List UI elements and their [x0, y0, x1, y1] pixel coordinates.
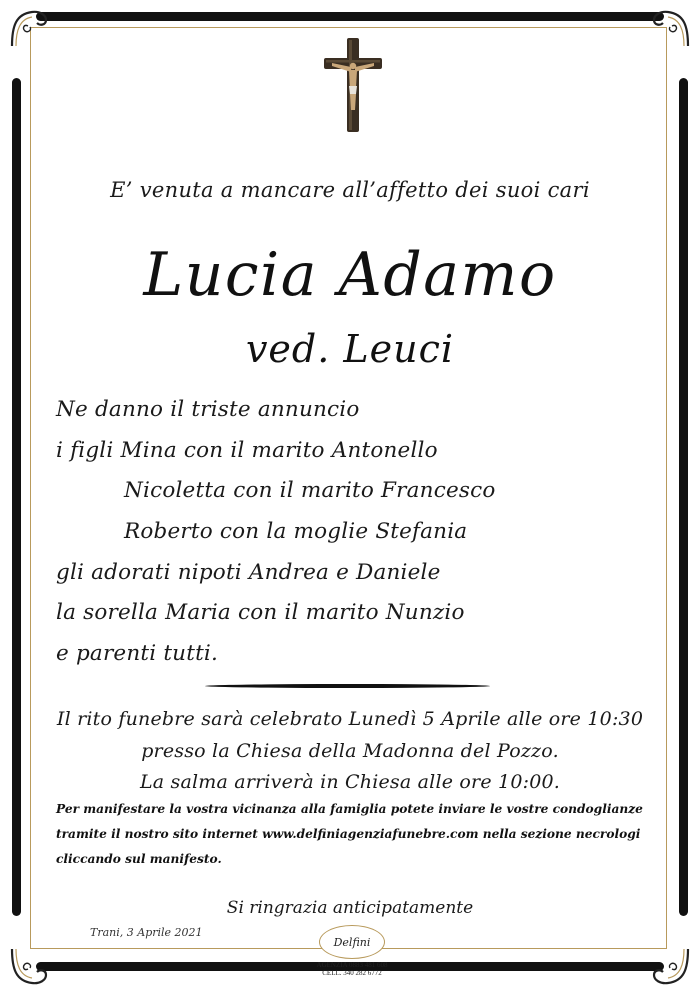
announcement-line: i figli Mina con il marito Antonello: [56, 437, 438, 463]
announcement-line: gli adorati nipoti Andrea e Daniele: [56, 559, 441, 585]
announcement-line: Ne danno il triste annuncio: [56, 397, 360, 422]
intro-text: E’ venuta a mancare all’affetto dei suoi cari: [110, 178, 590, 202]
announcement-line: Roberto con la moglie Stefania: [124, 519, 468, 545]
condolence-line: cliccando sul manifesto.: [56, 852, 222, 866]
place-date: Trani, 3 Aprile 2021: [90, 926, 203, 939]
ornament-corner-icon: [650, 6, 694, 50]
agency-logo: [307, 923, 397, 977]
ornament-corner-icon: [650, 945, 694, 989]
deceased-name: Lucia Adamo: [143, 240, 557, 310]
condolence-line: Per manifestare la vostra vicinanza alla famiglia potete inviare le vostre condoglianze: [56, 802, 643, 816]
agency-mobile: CELL. 340 282 6772: [322, 969, 382, 977]
widow-of: ved. Leuci: [245, 327, 455, 371]
announcement-line: Nicoletta con il marito Francesco: [124, 478, 496, 504]
thanks-text: Si ringrazia anticipatamente: [226, 898, 474, 918]
divider: [205, 684, 490, 688]
service-line: La salma arriverà in Chiesa alle ore 10:00.: [139, 771, 561, 793]
ornament-corner-icon: [6, 6, 50, 50]
ornament-corner-icon: [6, 945, 50, 989]
announcement-line: e parenti tutti.: [56, 641, 219, 667]
announcement-line: la sorella Maria con il marito Nunzio: [56, 600, 465, 626]
service-line: presso la Chiesa della Madonna del Pozzo.: [141, 740, 559, 762]
logo-name: Delfini: [333, 936, 371, 949]
condolence-line: tramite il nostro sito internet www.delfiniagenziafunebre.com nella sezione necrologi: [56, 827, 641, 841]
crucifix-icon: [320, 36, 386, 134]
service-line: Il rito funebre sarà celebrato Lunedì 5 Aprile alle ore 10:30: [56, 708, 644, 730]
agency-phone: AGENZIA 0883 481 608: [316, 961, 388, 969]
frame-top-bar: [36, 12, 664, 21]
announcement: [56, 395, 656, 680]
